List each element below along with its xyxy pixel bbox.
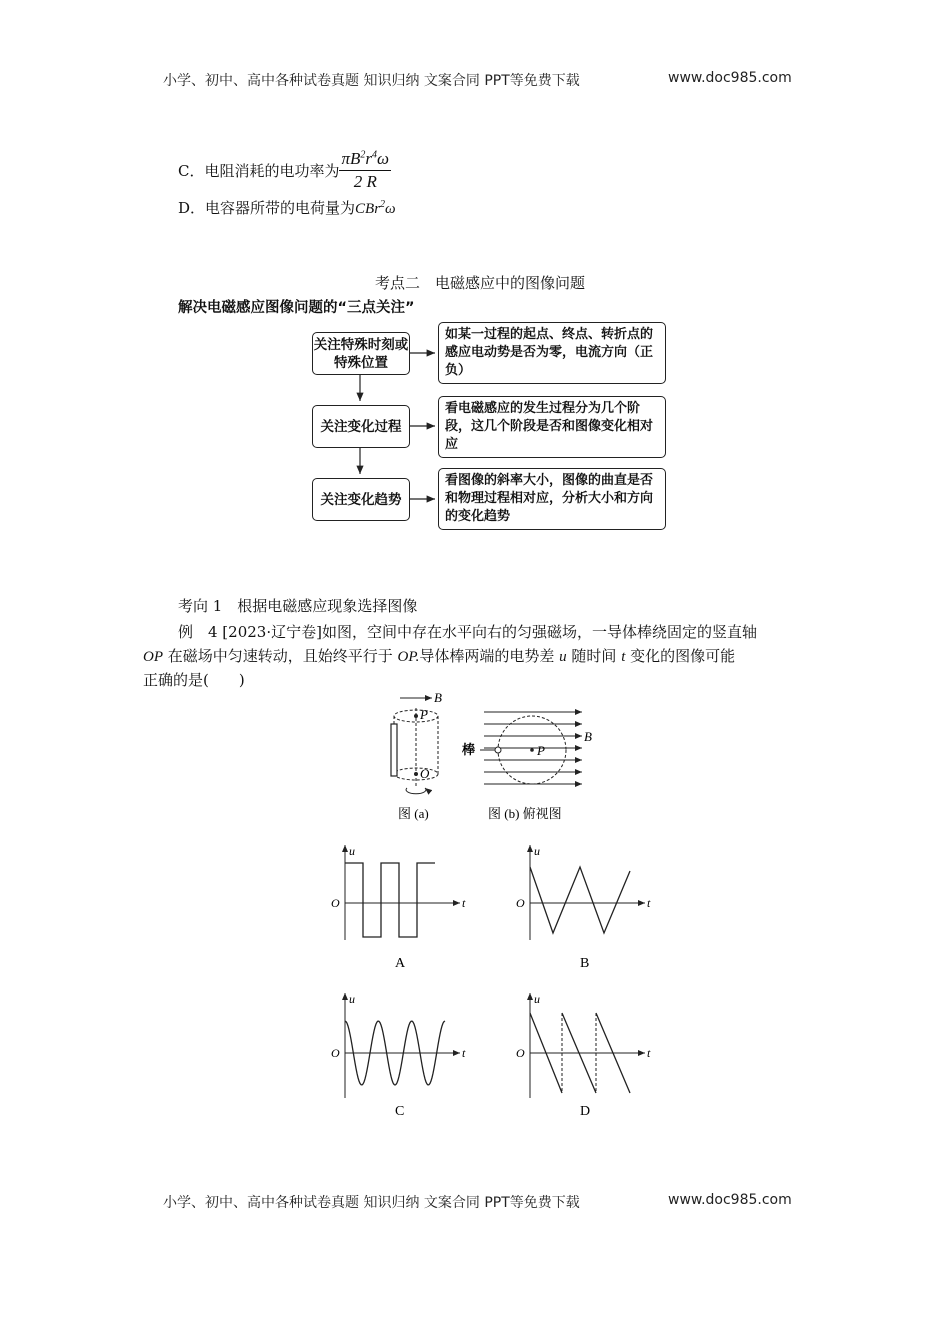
graph-d-axis-u: u — [534, 992, 540, 1006]
fig-b-label-rod: 棒 — [462, 742, 476, 757]
example-line-3: 正确的是( ) — [143, 671, 245, 689]
graph-c-axis-u: u — [349, 992, 355, 1006]
flow-right-2: 看电磁感应的发生过程分为几个阶段，这几个阶段是否和图像变化相对应 — [438, 396, 666, 458]
option-c-fraction: $\frac{\pi B^2r^4\omega}{2 R}$ — [341, 148, 390, 191]
fig-b-caption: 图 (b) 俯视图 — [488, 806, 562, 821]
header-text: 小学、初中、高中各种试卷真题 知识归纳 文案合同 PPT等免费下载 — [163, 73, 580, 89]
graph-d-origin: O — [516, 1046, 525, 1060]
subtitle: 解决电磁感应图像问题的“三点关注” — [178, 300, 415, 316]
fig-a-caption: 图 (a) — [398, 806, 429, 821]
graph-b-axis-u: u — [534, 844, 540, 858]
graph-b — [516, 844, 651, 971]
graphs — [320, 835, 670, 1125]
graph-a-axis-t: t — [462, 896, 466, 910]
graph-b-label: B — [580, 956, 590, 971]
fig-a-label-B: B — [434, 690, 442, 705]
header-url[interactable]: www.doc985.com — [668, 70, 792, 86]
fig-b-label-B: B — [584, 729, 592, 744]
flow-right-1: 如某一过程的起点、终点、转折点的感应电动势是否为零，电流方向（正负） — [438, 322, 666, 384]
graph-c-label: C — [395, 1104, 405, 1119]
example-line-2: OP 在磁场中匀速转动，且始终平行于 OP.导体棒两端的电势差 u 随时间 t 变化的图像可能 — [143, 647, 736, 665]
graph-d — [516, 992, 651, 1119]
graph-a-origin: O — [331, 896, 340, 910]
graph-d-label: D — [580, 1104, 591, 1119]
graph-b-origin: O — [516, 896, 525, 910]
option-c — [178, 147, 391, 193]
footer-text: 小学、初中、高中各种试卷真题 知识归纳 文案合同 PPT等免费下载 — [163, 1195, 580, 1211]
direction-title: 考向 1 根据电磁感应现象选择图像 — [178, 597, 418, 615]
flow-left-2: 关注变化过程 — [312, 405, 410, 448]
graph-d-axis-t: t — [647, 1046, 651, 1060]
graph-a-axis-u: u — [349, 844, 355, 858]
graph-c-origin: O — [331, 1046, 340, 1060]
graph-b-axis-t: t — [647, 896, 651, 910]
graph-c — [331, 992, 466, 1119]
fig-b-topview — [461, 712, 592, 821]
option-d: D．电容器所带的电荷量为CBr$^2$ω — [178, 199, 396, 217]
fig-a-label-P: P — [420, 707, 428, 722]
graph-c-axis-t: t — [462, 1046, 466, 1060]
graph-a-label: A — [395, 956, 406, 971]
graph-a-curve — [345, 863, 435, 937]
flow-left-3: 关注变化趋势 — [312, 478, 410, 521]
fig-a-cylinder — [391, 690, 442, 821]
fig-a-label-O: O — [420, 766, 430, 781]
graph-a — [331, 844, 466, 971]
figure-ab — [380, 686, 680, 831]
footer-url[interactable]: www.doc985.com — [668, 1192, 792, 1208]
option-c-label: C．电阻消耗的电功率为 — [178, 161, 340, 180]
fig-b-label-P: P — [537, 743, 545, 758]
flow-left-1: 关注特殊时刻或特殊位置 — [312, 332, 410, 375]
option-d-label: D．电容器所带的电荷量为 — [178, 199, 356, 217]
graph-b-curve — [530, 867, 630, 933]
section-title: 考点二 电磁感应中的图像问题 — [375, 274, 586, 292]
flow-right-3: 看图像的斜率大小，图像的曲直是否和物理过程相对应，分析大小和方向的变化趋势 — [438, 468, 666, 530]
example-line-1: 例 4 [2023·辽宁卷]如图，空间中存在水平向右的匀强磁场，一导体棒绕固定的竖直轴 — [178, 623, 757, 641]
